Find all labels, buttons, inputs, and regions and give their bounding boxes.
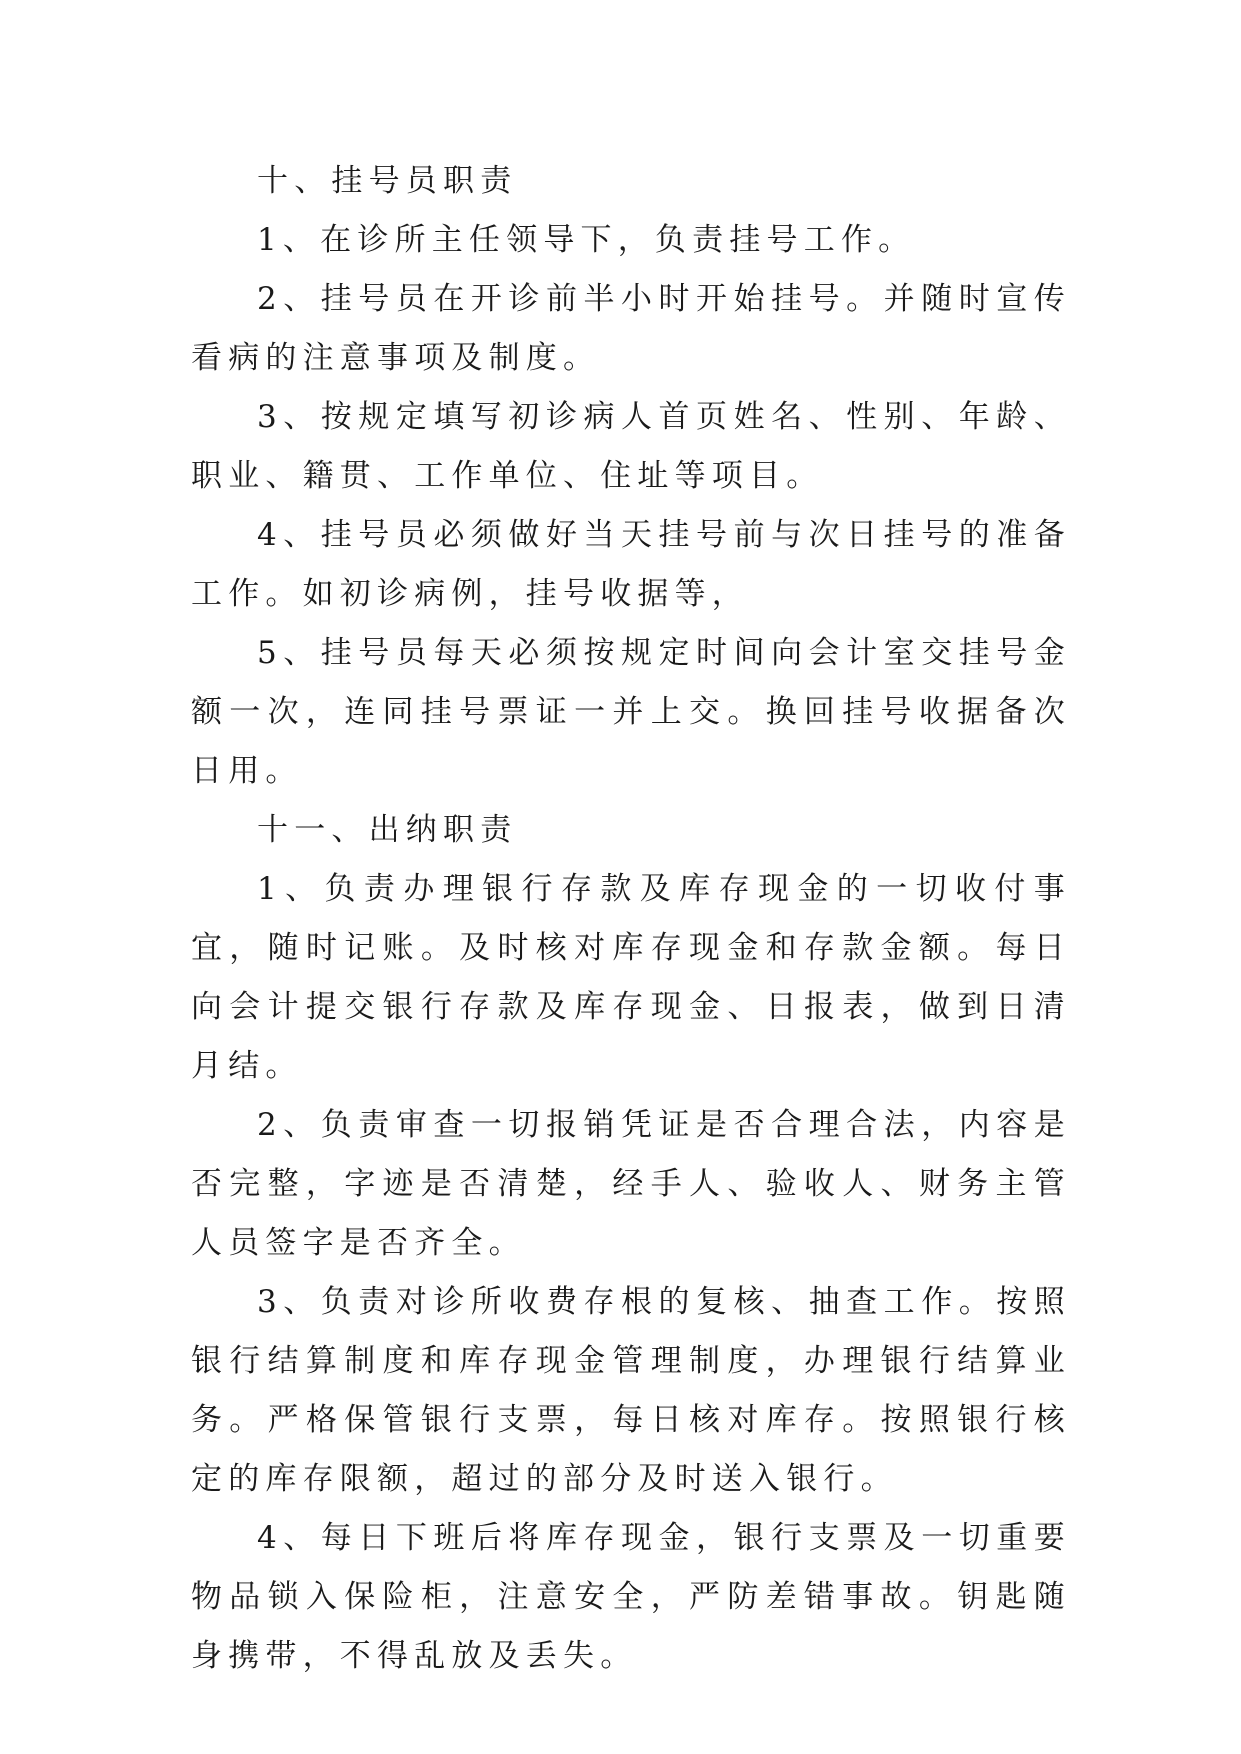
cashier-item-1: 1、负责办理银行存款及库存现金的一切收付事宜，随时记账。及时核对库存现金和存款金额。每日向会计提交银行存款及库存现金、日报表，做到日清月结。 [191,871,1071,1084]
registrar-item-4: 4、挂号员必须做好当天挂号前与次日挂号的准备工作。如初诊病例，挂号收据等， [191,517,1071,612]
registrar-item-3: 3、按规定填写初诊病人首页姓名、性别、年龄、职业、籍贯、工作单位、住址等项目。 [191,399,1071,494]
cashier-item-2: 2、负责审查一切报销凭证是否合理合法，内容是否完整，字迹是否清楚，经手人、验收人、财务主管人员签字是否齐全。 [191,1107,1071,1261]
registrar-item-2: 2、挂号员在开诊前半小时开始挂号。并随时宣传看病的注意事项及制度。 [191,281,1071,376]
document-body [191,152,1071,1686]
cashier-item-4: 4、每日下班后将库存现金，银行支票及一切重要物品锁入保险柜，注意安全，严防差错事故。钥匙随身携带，不得乱放及丢失。 [191,1520,1071,1674]
cashier-item-3: 3、负责对诊所收费存根的复核、抽查工作。按照银行结算制度和库存现金管理制度，办理银行结算业务。严格保管银行支票，每日核对库存。按照银行核定的库存限额，超过的部分及时送入银行。 [191,1284,1071,1497]
section-heading-cashier: 十一、出纳职责 [257,812,518,848]
registrar-item-5: 5、挂号员每天必须按规定时间向会计室交挂号金额一次，连同挂号票证一并上交。换回挂号收据备次日用。 [191,635,1071,789]
registrar-item-1: 1、在诊所主任领导下，负责挂号工作。 [257,222,916,258]
section-heading-registrar: 十、挂号员职责 [257,163,518,199]
